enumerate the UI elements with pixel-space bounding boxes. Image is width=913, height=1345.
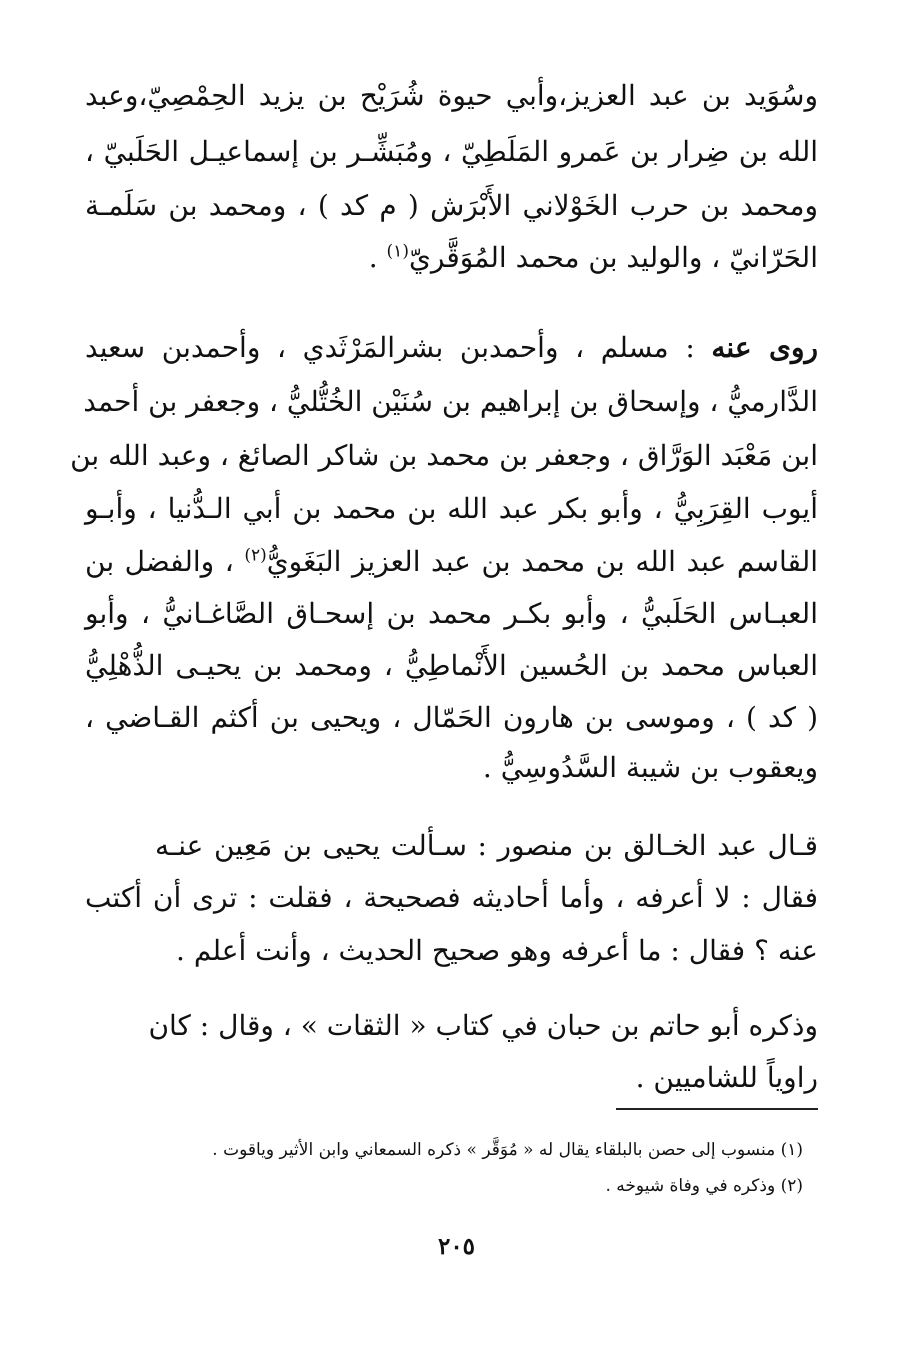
footnote-ref-1: (١) <box>386 241 409 262</box>
footnote-2: (٢) وذكره في وفاة شيوخه . <box>605 1176 803 1196</box>
page-number: ٢٠٥ <box>437 1233 476 1260</box>
paragraph-2-line-7: العباس محمد بن الحُسين الأَنْماطِيُّ ، ومحمد بن يحيـى الذُّهْلِيُّ <box>85 649 818 682</box>
paragraph-2-line-6: العبـاس الحَلَبيُّ ، وأبو بكـر محمد بن إسحـاق الصَّاغـانيُّ ، وأبو <box>85 597 818 630</box>
paragraph-4-line-2: راوياً للشاميين . <box>635 1061 818 1094</box>
paragraph-2-line-3: ابن مَعْبَد الوَرَّاق ، وجعفر بن محمد بن شاكر الصائغ ، وعبد الله بن <box>70 439 818 472</box>
paragraph-2-line-1 <box>85 322 818 374</box>
paragraph-1-line-4 <box>85 232 818 284</box>
footnote-1: (١) منسوب إلى حصن بالبلقاء يقال له « مُوَقَّر » ذكره السمعاني وابن الأثير وياقوت . <box>212 1140 803 1160</box>
paragraph-3-line-1: قـال عبد الخـالق بن منصور : سـألت يحيى بن مَعِين عنـه <box>155 829 818 862</box>
narrated-by-label: روى عنه <box>711 331 819 364</box>
paragraph-2-line-8: ( كد ) ، وموسى بن هارون الحَمّال ، ويحيى بن أكثم القـاضي ، <box>85 701 818 734</box>
paragraph-1-line-4-end: . <box>368 241 387 274</box>
paragraph-2-line-9: ويعقوب بن شيبة السَّدُوسِيُّ . <box>482 751 818 784</box>
paragraph-3-line-2: فقال : لا أعرفه ، وأما أحاديثه فصحيحة ، فقلت : ترى أن أكتب <box>85 881 818 914</box>
paragraph-2-line-5 <box>85 536 818 588</box>
paragraph-2-line-4: أيوب القِرَبِيُّ ، وأبو بكر عبد الله بن محمد بن أبي الـدُّنيا ، وأبـو <box>85 492 818 525</box>
footnote-ref-2: (٢) <box>244 545 267 566</box>
paragraph-4-line-1: وذكره أبو حاتم بن حبان في كتاب « الثقات » ، وقال : كان <box>148 1009 818 1042</box>
paragraph-2-line-5-text: القاسم عبد الله بن محمد بن عبد العزيز البَغَويُّ <box>266 545 819 578</box>
paragraph-3-line-3: عنه ؟ فقال : ما أعرفه وهو صحيح الحديث ، وأنت أعلم . <box>176 934 818 967</box>
footnote-divider <box>616 1108 818 1110</box>
paragraph-1-line-3: ومحمد بن حرب الخَوْلاني الأَبْرَش ( م كد ) ، ومحمد بن سَلَمـة <box>85 189 818 222</box>
paragraph-1-line-1: وسُوَيد بن عبد العزيز،وأبي حيوة شُرَيْح بن يزيد الحِمْصِيّ،وعبد <box>85 79 818 112</box>
paragraph-2-line-5-end: ، والفضل بن <box>85 545 245 578</box>
paragraph-2-line-1-rest: : مسلم ، وأحمدبن بشرالمَرْثَدي ، وأحمدبن سعيد <box>85 331 712 364</box>
paragraph-1-line-4-text: الحَرّانيّ ، والوليد بن محمد المُوَقَّريّ <box>408 241 818 274</box>
paragraph-2-line-2: الدَّارميُّ ، وإسحاق بن إبراهيم بن سُنَيْن الخُتُّليُّ ، وجعفر بن أحمد <box>83 385 818 418</box>
paragraph-1-line-2: الله بن ضِرار بن عَمرو المَلَطِيّ ، ومُبَشِّـر بن إسماعيـل الحَلَبيّ ، <box>85 135 818 168</box>
